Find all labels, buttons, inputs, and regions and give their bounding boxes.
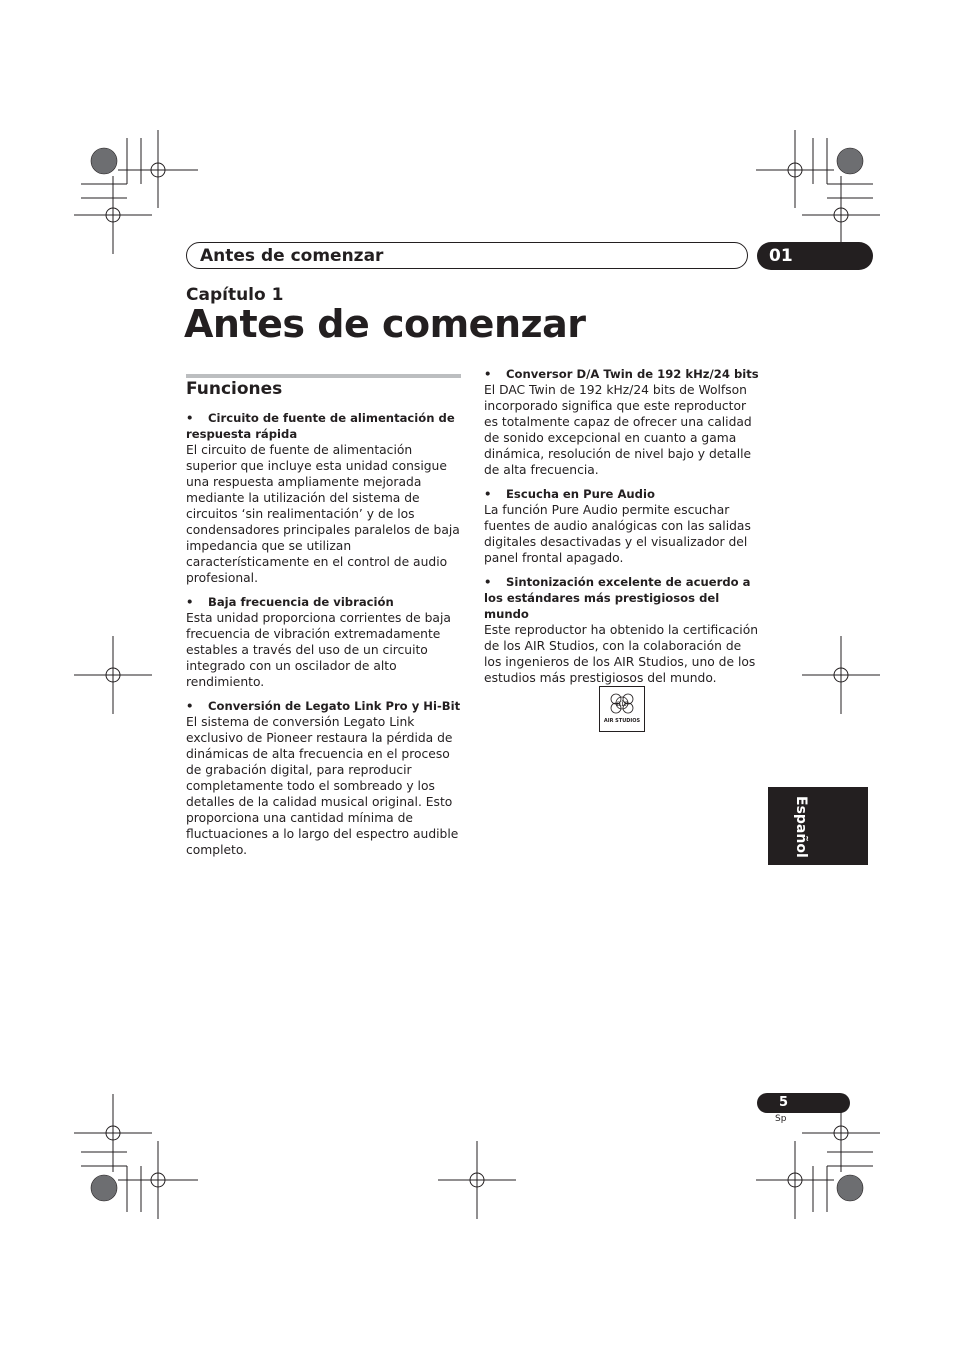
feature-item [484, 486, 760, 566]
feature-item [186, 410, 461, 586]
page-number: 5 [779, 1095, 789, 1110]
bullet: • [186, 699, 194, 713]
feature-body: Esta unidad proporciona corrientes de baja frecuencia de vibración extremadamente estables a través del uso de un circuito integrado con un oscilador de alto rendimiento. [186, 611, 451, 689]
feature-body: La función Pure Audio permite escuchar fuentes de audio analógicas con las salidas digitales desactivadas y el visualizador del panel frontal apagado. [484, 503, 751, 565]
feature-body: Este reproductor ha obtenido la certificación de los AIR Studios, con la colaboración de los ingenieros de los AIR Studios, uno de los estudios más prestigiosos del mundo. [484, 623, 759, 685]
feature-body: El DAC Twin de 192 kHz/24 bits de Wolfson incorporado significa que este reproductor es totalmente capaz de ofrecer una calidad de sonido excepcional en cuanto a gama dinámica, resolución de nivel bajo y detalle de alta frecuencia. [484, 383, 752, 477]
chapter-label: Capítulo 1 [186, 285, 284, 305]
bullet: • [186, 595, 194, 609]
svg-text:air: air [616, 699, 628, 708]
feature-heading: • Baja frecuencia de vibración [186, 595, 394, 609]
feature-item [484, 574, 760, 686]
feature-heading: • Sintonización excelente de acuerdo a los estándares más prestigiosos del mundo [484, 575, 751, 621]
feature-item [484, 366, 760, 478]
air-studios-logo [599, 686, 645, 732]
language-label: Español [793, 796, 809, 858]
feature-heading: • Circuito de fuente de alimentación de respuesta rápida [186, 411, 455, 441]
feature-heading: • Conversor D/A Twin de 192 kHz/24 bits [484, 367, 759, 381]
right-column [484, 366, 760, 694]
page-language-code: Sp [775, 1114, 787, 1124]
feature-body: El sistema de conversión Legato Link exclusivo de Pioneer restaura la pérdida de dinámicas de alta frecuencia en el proceso de grabación digital, para reproducir completamente todo el sombreado y los detalles de la calidad musical original. Esto proporciona una cantidad mínima de fluctuaciones a lo largo del espectro audible completo. [186, 715, 459, 857]
feature-body: El circuito de fuente de alimentación superior que incluye esta unidad consigue una respuesta ampliamente mejorada mediante la utilización del sistema de circuitos ‘sin realimentación’ y de los condensadores principales paralelos de baja impedancia que se utilizan característicamente en el control de audio profesional. [186, 443, 460, 585]
bullet: • [484, 487, 492, 501]
chapter-number: 01 [769, 246, 793, 266]
section-title: Funciones [186, 379, 283, 399]
feature-heading: • Escucha en Pure Audio [484, 487, 655, 501]
feature-heading: • Conversión de Legato Link Pro y Hi-Bit [186, 699, 461, 713]
header-title: Antes de comenzar [200, 246, 384, 266]
language-tab [768, 787, 868, 865]
left-column [186, 410, 461, 866]
logo-text: AIR STUDIOS [603, 718, 641, 724]
page-title: Antes de comenzar [184, 302, 586, 346]
feature-item [186, 698, 461, 858]
bullet: • [484, 575, 492, 589]
bullet: • [484, 367, 492, 381]
page-number-badge [757, 1093, 850, 1113]
air-logo-icon [600, 689, 644, 719]
bullet: • [186, 411, 194, 425]
feature-item [186, 594, 461, 690]
